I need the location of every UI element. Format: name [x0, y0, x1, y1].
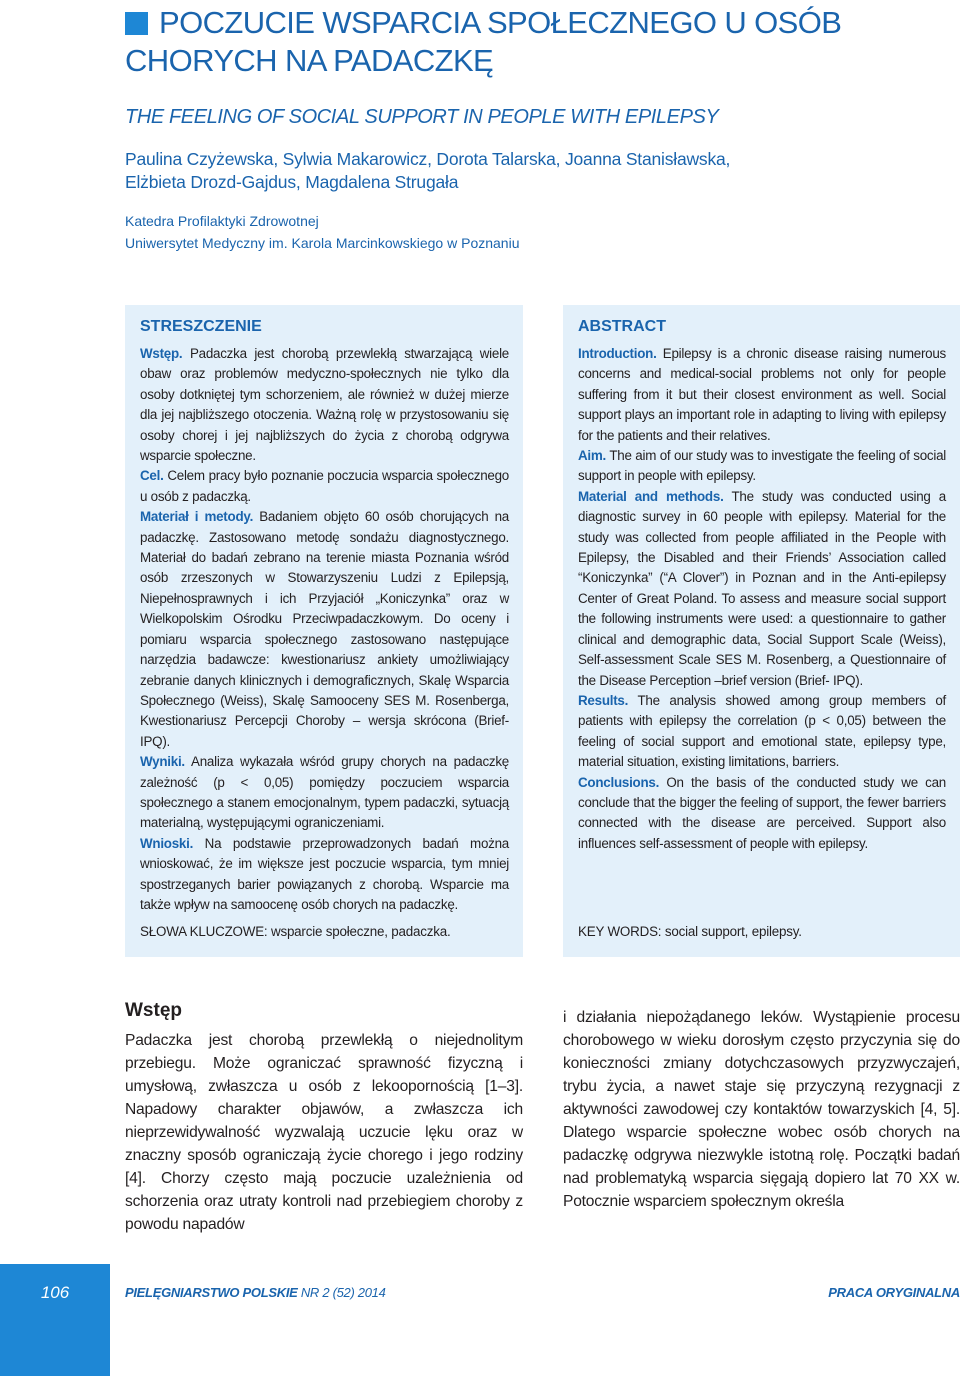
abstract-pl-heading: STRESZCZENIE: [140, 318, 262, 335]
journal-issue: NR 2 (52) 2014: [297, 1285, 386, 1300]
abstract-section-label: Introduction.: [578, 346, 657, 361]
affiliation: [125, 210, 825, 254]
abstract-section: [140, 752, 509, 834]
abstract-section: [578, 773, 946, 855]
abstract-en-heading: ABSTRACT: [578, 318, 666, 335]
article-subtitle: THE FEELING OF SOCIAL SUPPORT IN PEOPLE WITH EPILEPSY: [125, 106, 719, 128]
abstract-section-text: The analysis showed among group members of patients with epilepsy the correlation (p < 0,05) between the feeling of social support and emotional state, epilepsy type, material situation, existing limitations, barriers.: [578, 692, 946, 770]
authors-line: Elżbieta Drozd-Gajdus, Magdalena Strugała: [125, 172, 459, 192]
abstract-section-label: Aim.: [578, 448, 607, 464]
authors-line: Paulina Czyżewska, Sylwia Makarowicz, Dorota Talarska, Joanna Stanisławska,: [125, 149, 731, 169]
abstract-section-text: Celem pracy było poznanie poczucia wsparcia społecznego u osób z padaczką.: [140, 468, 509, 504]
page-number: 106: [40, 1283, 70, 1302]
abstract-section: [578, 344, 946, 446]
abstract-section-text: Analiza wykazała wśród grupy chorych na padaczkę zależność (p < 0,05) pomiędzy poczuciem wsparcia społecznego a stanem emocjonalnym, typem padaczki, sytuacją materialną, występującymi ograniczeniami.: [140, 754, 509, 831]
abstract-section-text: The aim of our study was to investigate the feeling of social support in people with epilepsy.: [578, 448, 946, 484]
abstract-section-label: Wnioski.: [140, 835, 194, 851]
abstract-section-label: Conclusions.: [578, 774, 660, 790]
abstract-section-text: Na podstawie przeprowadzonych badań można wnioskować, że im większe jest poczucie wsparcia, tym mniej spostrzeganych barier powiązanych z chorobą. Wsparcie ma także wpływ na samoocenę osób chorych na padaczkę.: [140, 835, 509, 912]
abstract-section-text: The study was conducted using a diagnostic survey in 60 people with epilepsy. Material for the study was collected from people affiliated in the People with Epilepsy, the Disabled and their Friends’ Association called “Koniczynka” (“A Clover”) in Poznan and in the Anti-epilepsy Center of Great Poland. To assess and measure social support the following instruments were used: a questionnaire to gather clinical and demographic data, Social Support Scale (Weiss), Self-assessment Scale SES M. Rosenberg, a Questionnaire of the Disease Perception –brief version (Brief- IPQ).: [578, 488, 947, 688]
abstract-en-keywords: KEY WORDS: social support, epilepsy.: [578, 924, 802, 939]
affiliation-line: Katedra Profilaktyki Zdrowotnej: [125, 213, 319, 229]
abstract-en-box: [563, 305, 960, 957]
abstract-en-body: [578, 344, 946, 854]
abstract-section: [140, 834, 509, 916]
abstract-section-text: Badaniem objęto 60 osób chorujących na padaczkę. Zastosowano metodę sondażu diagnostycznego. Materiał do badań zebrano na terenie miasta Poznania wśród osób zrzeszonych w Stowarzyszeniu Ludzi z Epilepsją, Niepełnosprawnych i ich Przyjaciół „Koniczynka” oraz w Wielkopolskim Ośrodku Przeciwpadaczkowym. Do oceny i pomiaru wsparcia społecznego zastosowano następujące narzędzia badawcze: kwestionariusz ankiety umożliwiający zebranie danych klinicznych i demograficznych, Skalę Wsparcia Społecznego (Weiss), Skalę Samooceny SES M. Rosenberga, Kwestionariusz Percepcji Choroby – wersja skrócona (Brief- IPQ).: [140, 509, 509, 749]
abstract-section: [140, 466, 509, 507]
section-heading-introduction: Wstęp: [125, 1000, 182, 1021]
abstract-section-label: Materiał i metody.: [140, 509, 254, 525]
abstract-section: [578, 487, 946, 691]
abstract-section-text: Padaczka jest chorobą przewlekłą stwarzającą wiele obaw oraz problemów medyczno-społecznych nie tylko dla osoby dotkniętej tym schorzeniem, ale również w dużej mierze dla jej najbliższego otoczenia. Ważną rolę w przystosowaniu się osoby chorej i jej najbliższych do życia z chorobą odgrywa wsparcie społeczne.: [140, 346, 509, 464]
abstract-section-text: On the basis of the conducted study we can conclude that the bigger the feeling of support, the fewer barriers connected with the disease are perceived. Support also influences self-assessment of people with epilepsy.: [578, 774, 946, 851]
abstract-section-label: Results.: [578, 692, 629, 708]
abstract-section: [578, 446, 946, 487]
abstract-section: [578, 691, 946, 773]
journal-title: PIELĘGNIARSTWO POLSKIE: [125, 1285, 298, 1300]
article-type: PRACA ORYGINALNA: [828, 1285, 960, 1300]
body-column-left: Padaczka jest chorobą przewlekłą o niejednolitym przebiegu. Może ograniczać sprawność fizyczną i umysłową, zwłaszcza u osób z lekoopornością [1–3]. Napadowy charakter objawów, a zwłaszcza ich nieprzewidywalność wyzwalają uczucie lęku oraz w znaczny sposób ograniczają życie chorego i jego rodziny [4]. Chorzy często mają poczucie uzależnienia od schorzenia oraz utraty kontroli nad przebiegiem choroby z powodu napadów: [125, 1032, 523, 1233]
body-column-right: i działania niepożądanego leków. Wystąpienie procesu chorobowego w wieku dorosłym często przyczynia się do konieczności zmiany dotychczasowych przyzwyczajeń, trybu życia, a nawet staje się przyczyną rezygnacji z aktywności zawodowej czy kontaktów towarzyskich [4, 5]. Dlatego wsparcie społeczne wobec osób chorych na padaczkę odgrywa niezwykle istotną rolę. Początki badań nad problematyką wsparcia sięgają dopiero lat 70 XX w. Potocznie wsparciem społecznym określa: [563, 1009, 960, 1210]
abstract-section: [140, 344, 509, 466]
abstract-section-label: Wstęp.: [140, 346, 183, 361]
abstract-section-label: Material and methods.: [578, 488, 724, 504]
abstract-pl-keywords: SŁOWA KLUCZOWE: wsparcie społeczne, padaczka.: [140, 924, 451, 939]
abstract-section-label: Cel.: [140, 468, 164, 484]
abstract-section: [140, 507, 509, 752]
abstract-section-label: Wyniki.: [140, 754, 185, 770]
affiliation-line: Uniwersytet Medyczny im. Karola Marcinkowskiego w Poznaniu: [125, 235, 520, 251]
abstract-pl-body: [140, 344, 509, 915]
article-title: POCZUCIE WSPARCIA SPOŁECZNEGO U OSÓB CHORYCH NA PADACZKĘ: [125, 5, 842, 78]
journal-name: [125, 1284, 386, 1302]
abstract-pl-box: [125, 305, 523, 957]
abstract-section-text: Epilepsy is a chronic disease raising numerous concerns and medical-social problems not only for people suffering from it but their closest environment as well. Social support plays an important role in adapting to living with epilepsy for the patients and their relatives.: [578, 346, 946, 443]
authors: [125, 148, 945, 194]
